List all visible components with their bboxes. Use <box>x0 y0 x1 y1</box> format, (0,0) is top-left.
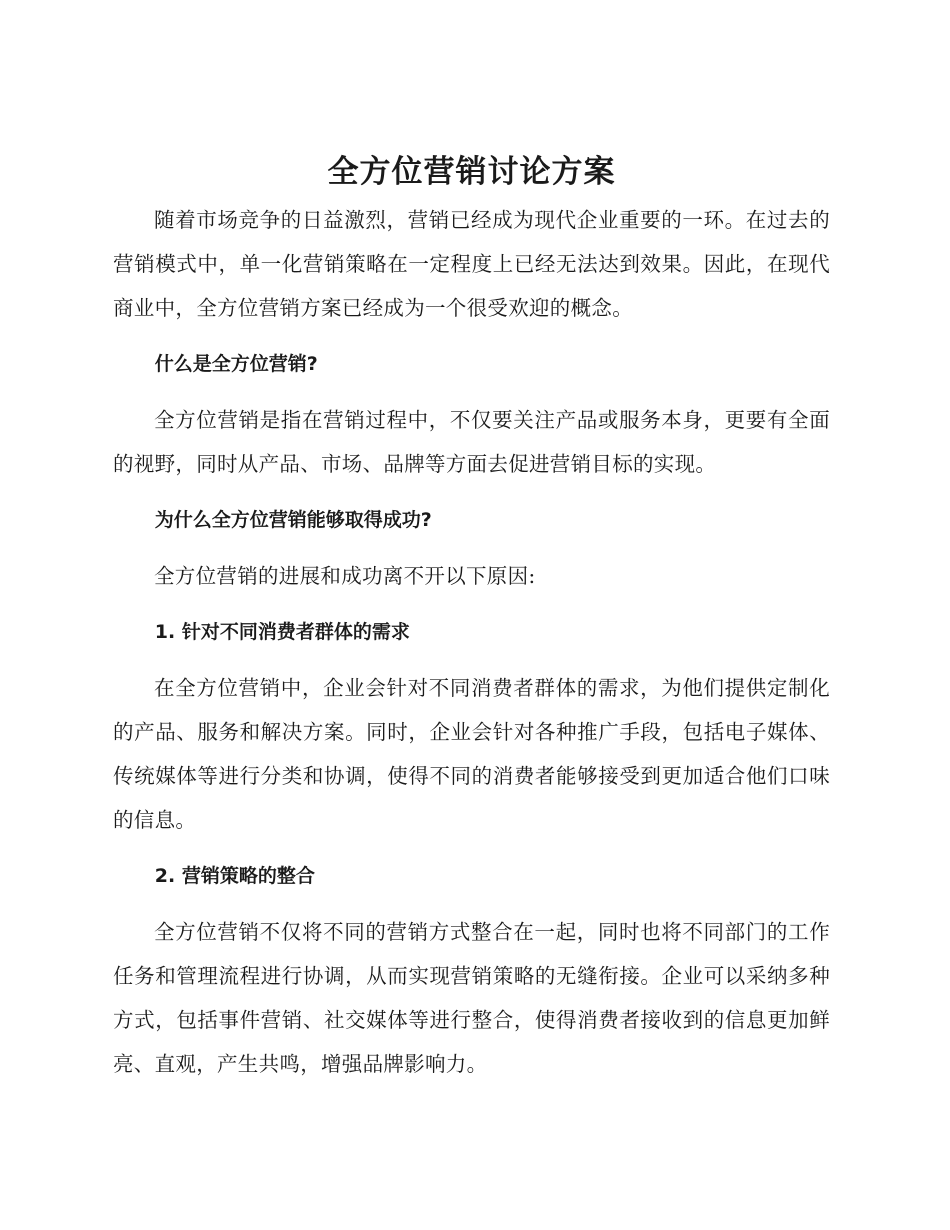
spacer <box>113 330 830 342</box>
section-heading-what: 什么是全方位营销? <box>154 353 318 375</box>
intro-paragraph: 随着市场竞争的日益激烈，营销已经成为现代企业重要的一环。在过去的营销模式中，单一化营销策略在一定程度上已经无法达到效果。因此，在现代商业中，全方位营销方案已经成为一个很受欢迎的概念。 <box>113 208 830 320</box>
spacer <box>113 486 830 498</box>
spacer <box>113 654 830 666</box>
spacer <box>113 842 830 854</box>
document-page <box>113 150 830 1086</box>
section-body-what: 全方位营销是指在营销过程中，不仅要关注产品或服务本身，更要有全面的视野，同时从产品、市场、品牌等方面去促进营销目标的实现。 <box>113 408 830 476</box>
spacer <box>113 542 830 554</box>
spacer <box>113 598 830 610</box>
section-heading-reason-1: 1. 针对不同消费者群体的需求 <box>154 621 410 643</box>
section-body-reason-2: 全方位营销不仅将不同的营销方式整合在一起，同时也将不同部门的工作任务和管理流程进行协调，从而实现营销策略的无缝衔接。企业可以采纳多种方式，包括事件营销、社交媒体等进行整合，使得消费者接收到的信息更加鲜亮、直观，产生共鸣，增强品牌影响力。 <box>113 920 830 1076</box>
spacer <box>113 386 830 398</box>
section-heading-why: 为什么全方位营销能够取得成功? <box>154 509 432 531</box>
spacer <box>113 898 830 910</box>
section-heading-reason-2: 2. 营销策略的整合 <box>154 865 315 887</box>
section-body-why: 全方位营销的进展和成功离不开以下原因: <box>154 564 536 588</box>
document-title: 全方位营销讨论方案 <box>327 154 616 190</box>
section-body-reason-1: 在全方位营销中，企业会针对不同消费者群体的需求，为他们提供定制化的产品、服务和解决方案。同时，企业会针对各种推广手段，包括电子媒体、传统媒体等进行分类和协调，使得不同的消费者能够接受到更加适合他们口味的信息。 <box>113 676 830 832</box>
